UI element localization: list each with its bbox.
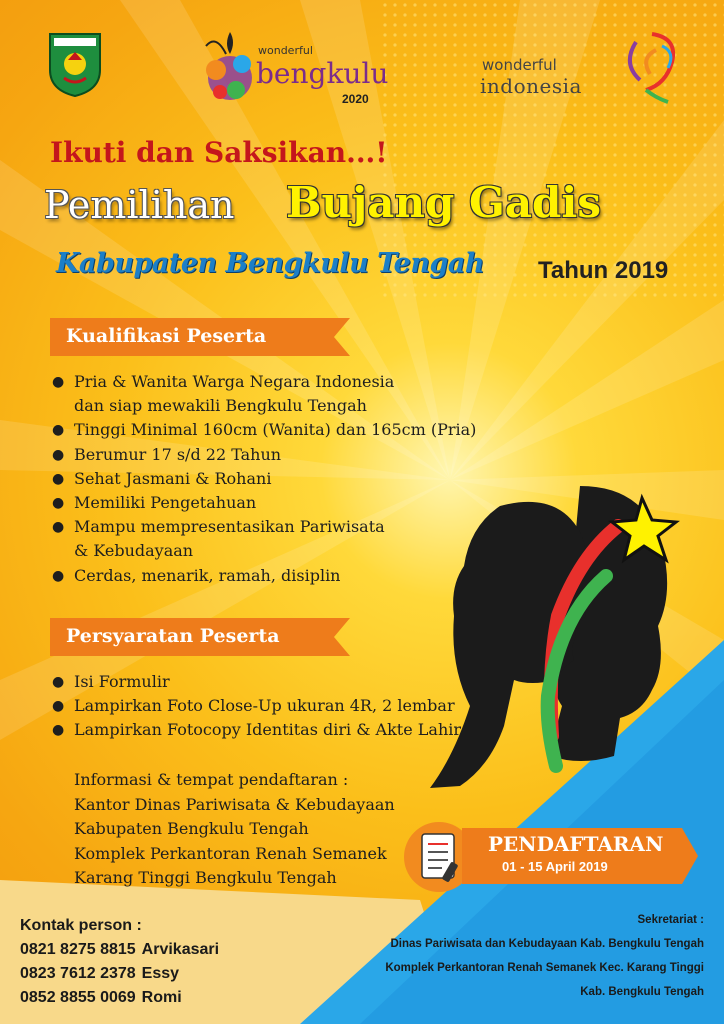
info-line: Karang Tinggi Bengkulu Tengah: [74, 868, 337, 887]
kualifikasi-banner: [50, 318, 350, 356]
secretariat-line: Komplek Perkantoran Renah Semanek Kec. Karang Tinggi: [385, 962, 704, 974]
pendaftaran-title: PENDAFTARAN: [488, 832, 664, 856]
list-item: ● Mampu mempresentasikan Pariwisata & Kebudayaan: [50, 515, 476, 563]
list-item: ● Berumur 17 s/d 22 Tahun: [50, 443, 476, 467]
info-line: Informasi & tempat pendaftaran :: [74, 770, 349, 789]
secretariat: [324, 908, 704, 1004]
couple-silhouette-icon: [430, 466, 700, 796]
secretariat-line: Kab. Bengkulu Tengah: [580, 986, 704, 998]
headline-pemilihan: Pemilihan: [44, 183, 235, 227]
info-line: Komplek Perkantoran Renah Semanek: [74, 843, 387, 863]
secretariat-line: Sekretariat :: [637, 914, 704, 926]
info-line: Kabupaten Bengkulu Tengah: [74, 819, 309, 838]
secretariat-line: Dinas Pariwisata dan Kebudayaan Kab. Bengkulu Tengah: [390, 938, 704, 950]
contact-persons: [20, 914, 219, 1010]
regency-emblem: [46, 30, 104, 98]
list-item: ● Lampirkan Fotocopy Identitas diri & Akte Lahir: [50, 718, 461, 742]
bengkulu-tengah-regency-emblem-icon: [46, 30, 104, 98]
list-item: ● Isi Formulir: [50, 670, 461, 694]
registration-info: [74, 768, 395, 891]
list-item: ● Tinggi Minimal 160cm (Wanita) dan 165cm (Pria): [50, 418, 476, 442]
contact-title: Kontak person :: [20, 917, 142, 934]
kualifikasi-title: Kualifikasi Peserta: [66, 325, 267, 347]
persyaratan-list: [50, 670, 461, 743]
persyaratan-banner: [50, 618, 350, 656]
headline-kabupaten: Kabupaten Bengkulu Tengah: [56, 248, 484, 279]
kualifikasi-list: [50, 370, 476, 588]
logo-mid-big-text: bengkulu: [256, 57, 389, 90]
headline-invite: Ikuti dan Saksikan...!: [50, 136, 388, 169]
pendaftaran-date: 01 - 15 April 2019: [502, 859, 608, 874]
wonderful-bengkulu-logo: [186, 24, 412, 116]
wonderful-indonesia-logo: [476, 28, 688, 110]
list-item: ● Memiliki Pengetahuan: [50, 491, 476, 515]
info-line: Kantor Dinas Pariwisata & Kebudayaan: [74, 794, 395, 814]
list-item: ● Pria & Wanita Warga Negara Indonesia dan siap mewakili Bengkulu Tengah: [50, 370, 476, 418]
list-item: ● Sehat Jasmani & Rohani: [50, 467, 476, 491]
contact-row: 0821 8275 8815 Arvikasari: [20, 941, 220, 958]
headline-tahun: Tahun 2019: [538, 257, 669, 284]
headline-bujang-gadis: Bujang Gadis: [286, 178, 602, 227]
persyaratan-title: Persyaratan Peserta: [66, 625, 280, 647]
list-item: ● Lampirkan Foto Close-Up ukuran 4R, 2 lembar: [50, 694, 461, 718]
list-item: ● Cerdas, menarik, ramah, disiplin: [50, 564, 476, 588]
logo-mid-small-text: wonderful: [258, 44, 313, 57]
pendaftaran-ribbon: [462, 826, 698, 886]
contact-row: 0823 7612 2378 Essy: [20, 965, 180, 982]
logo-right-big-text: indonesia: [480, 74, 582, 98]
wonderful-indonesia-logo-icon: [616, 28, 688, 108]
contact-row: 0852 8855 0069 Romi: [20, 989, 182, 1006]
logo-right-small-text: wonderful: [482, 56, 557, 74]
logo-mid-year: 2020: [342, 92, 369, 106]
